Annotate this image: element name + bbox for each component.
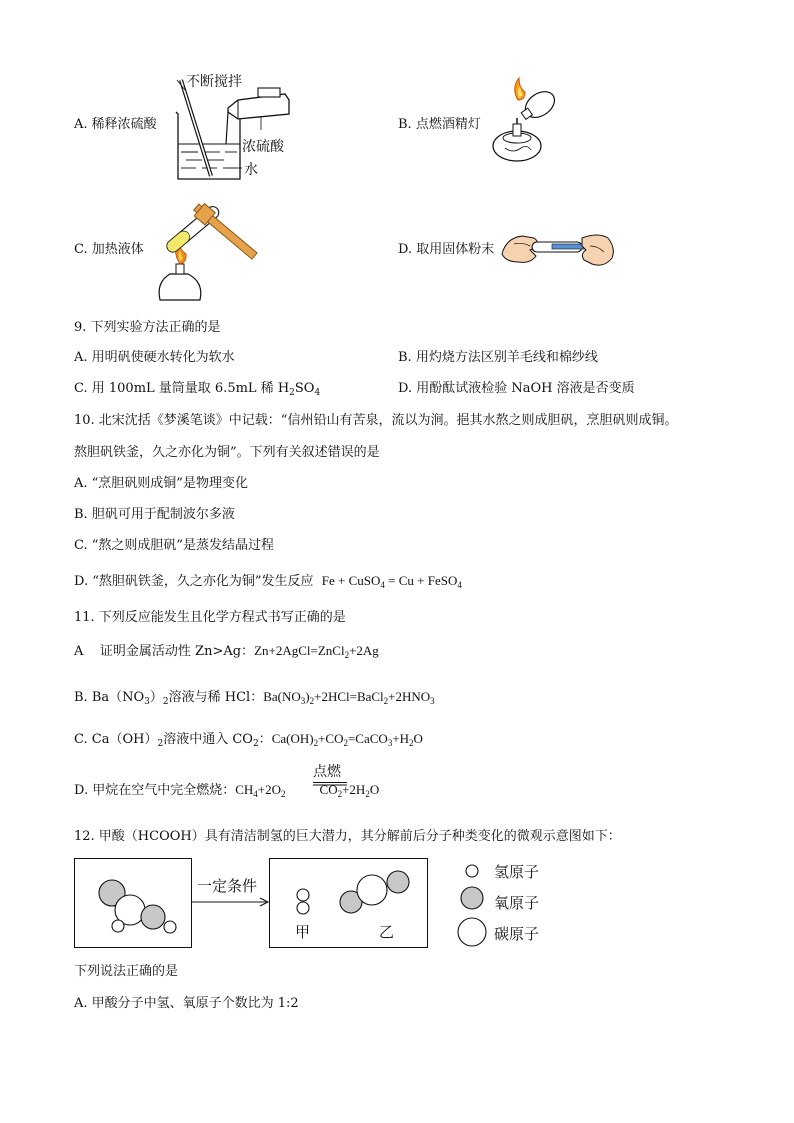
q10-stem-line2: 熬胆矾铁釜，久之亦化为铜”。下列有关叙述错误的是: [74, 445, 380, 460]
reactant-box: [74, 858, 192, 948]
heat-liquid-illustration: [148, 188, 278, 306]
legend-oxygen-icon: [458, 884, 486, 912]
q8-option-b: B. 点燃酒精灯: [398, 117, 481, 132]
q12-followup: 下列说法正确的是: [74, 964, 179, 979]
q11-option-b: B. $Ba(NO_3)_2$溶液与稀 HCl：$Ba(NO_3)_2+2HCl=BaCl_2+2HNO_3$: [74, 689, 435, 707]
legend-carbon-icon: [455, 915, 489, 949]
legend-carbon-label: 碳原子: [494, 925, 540, 943]
hydrogen-atom: [164, 921, 176, 933]
legend-hydrogen-icon: [464, 863, 480, 879]
product-label-yi: 乙: [379, 923, 395, 941]
q12-option-a: A. 甲酸分子中氢、氧原子个数比为 1:2: [74, 996, 299, 1011]
powder-illustration: [500, 224, 616, 270]
q10-option-c: C. “熬之则成胆矾”是蒸发结晶过程: [74, 538, 275, 553]
hydrogen-atom: [297, 889, 309, 901]
legend-oxygen-label: 氧原子: [494, 894, 540, 912]
label-conc-acid: 浓硫酸: [242, 139, 284, 155]
hydrogen-atom: [297, 902, 309, 914]
q11-option-c: C. $Ca(OH)_2$溶液中通入 $CO_2$：$Ca(OH)_2+CO_2=CaCO_3+H_2O$: [74, 731, 423, 749]
oxygen-atom: [387, 871, 409, 893]
oxygen-atom: [141, 905, 165, 929]
q9-stem: 9. 下列实验方法正确的是: [74, 320, 221, 335]
label-stirring: 不断搅拌: [186, 74, 242, 90]
q9-option-b: B. 用灼烧方法区别羊毛线和棉纱线: [398, 350, 598, 365]
q9-option-d: D. 用酚酞试液检验 NaOH 溶液是否变质: [398, 381, 635, 396]
light-lamp-illustration: [485, 78, 575, 168]
q11-ignition-condition: 点燃: [313, 764, 341, 780]
q11-option-d: D. 甲烷在空气中完全燃烧：$CH_4+2O_2$ $CO_2+2H_2O$: [74, 782, 380, 799]
legend-hydrogen-label: 氢原子: [494, 863, 540, 881]
q8-option-a: A. 稀释浓硫酸: [74, 117, 157, 132]
q8-option-c: C. 加热液体: [74, 242, 144, 257]
q8-option-d: D. 取用固体粉末: [398, 242, 495, 257]
reaction-arrow: [192, 897, 270, 907]
product-box: [269, 858, 429, 948]
label-water: 水: [244, 162, 258, 178]
q9-option-c: C. 用 100mL 量筒量取 6.5mL 稀 $H_2SO_4$: [74, 381, 321, 398]
hydrogen-atom: [112, 920, 124, 932]
carbon-atom: [357, 875, 387, 905]
product-label-jia: 甲: [295, 923, 311, 941]
q10-option-d: D. “熬胆矾铁釜，久之亦化为铜”发生反应 Fe + CuSO$_4$ = Cu + FeSO$_4$: [74, 573, 462, 590]
q11-option-a: A 证明金属活动性 Zn>Ag：Zn+2AgCl=ZnCl$_2$+2Ag: [74, 643, 379, 660]
q12-stem: 12. 甲酸（HCOOH）具有清洁制氢的巨大潜力，其分解前后分子种类变化的微观示意图如下：: [74, 829, 621, 844]
equals-sign-double: [313, 782, 347, 786]
q10-option-b: B. 胆矾可用于配制波尔多液: [74, 507, 235, 522]
q9-option-a: A. 用明矾使硬水转化为软水: [74, 350, 235, 365]
q11-stem: 11. 下列反应能发生且化学方程式书写正确的是: [74, 610, 346, 625]
q10-option-a: A. “烹胆矾则成铜”是物理变化: [74, 476, 248, 491]
reaction-condition: 一定条件: [197, 877, 258, 895]
q10-stem-line1: 10. 北宋沈括《梦溪笔谈》中记载：“信州铅山有苦泉，流以为涧。挹其水熬之则成胆矾，烹胆矾则成铜。: [74, 413, 678, 428]
